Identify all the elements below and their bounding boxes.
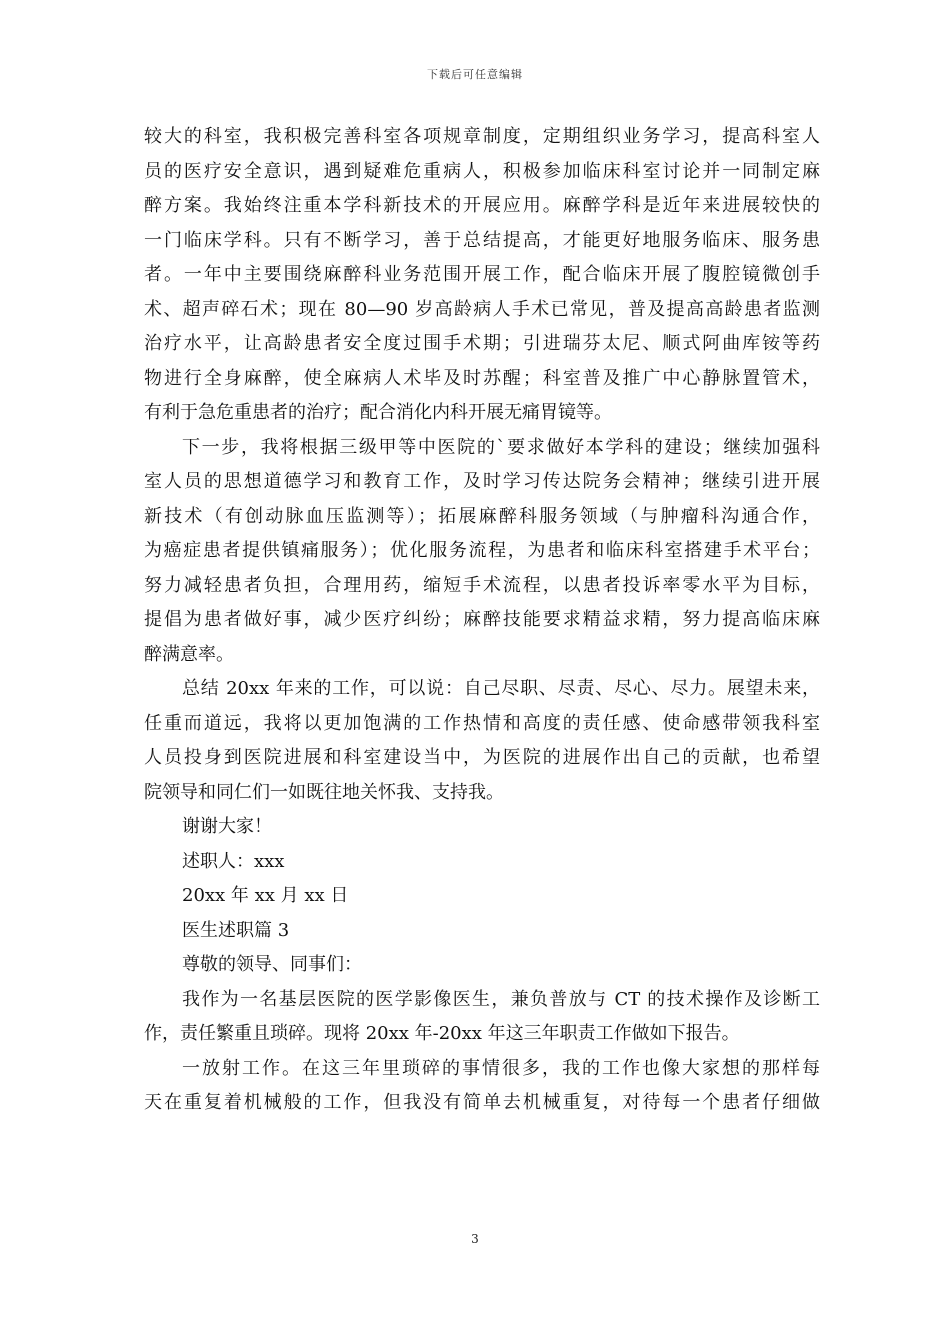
- text-line: 天在重复着机械般的工作，但我没有简单去机械重复，对待每一个患者仔细做: [144, 1092, 820, 1113]
- text-line: 者。一年中主要围绕麻醉科业务范围开展工作，配合临床开展了腹腔镜微创手: [144, 264, 820, 285]
- text-line: 提倡为患者做好事，减少医疗纠纷；麻醉技能要求精益求精，努力提高临床麻: [144, 609, 820, 630]
- text-line: 我作为一名基层医院的医学影像医生，兼负普放与 CT 的技术操作及诊断工: [182, 988, 820, 1010]
- text-line: 下一步，我将根据三级甲等中医院的`要求做好本学科的建设；继续加强科: [182, 436, 820, 458]
- text-line: 员的医疗安全意识，遇到疑难危重病人，积极参加临床科室讨论并一同制定麻: [144, 160, 820, 182]
- text-line: 治疗水平，让高龄患者安全度过围手术期；引进瑞芬太尼、顺式阿曲库铵等药: [144, 333, 820, 354]
- text-line: 新技术（有创动脉血压监测等）；拓展麻醉科服务领域（与肿瘤科沟通合作，: [144, 505, 820, 527]
- text-line: 任重而道远，我将以更加饱满的工作热情和高度的责任感、使命感带领我科室: [144, 712, 820, 734]
- text-line: 一门临床学科。只有不断学习，善于总结提高，才能更好地服务临床、服务患: [144, 229, 820, 251]
- section-title: 医生述职篇 3: [182, 919, 290, 941]
- document-body: [144, 120, 820, 1121]
- text-line: 醉方案。我始终注重本学科新技术的开展应用。麻醉学科是近年来进展较快的: [144, 195, 820, 216]
- text-line: 术、超声碎石术；现在 80—90 岁高龄病人手术已常见，普及提高高龄患者监测: [144, 298, 820, 320]
- text-line: 为癌症患者提供镇痛服务）；优化服务流程，为患者和临床科室搭建手术平台；: [144, 540, 820, 561]
- signatory: 述职人：xxx: [182, 850, 285, 872]
- text-line: 有利于急危重患者的治疗；配合消化内科开展无痛胃镜等。: [144, 402, 612, 423]
- text-line: 努力减轻患者负担，合理用药，缩短手术流程，以患者投诉率零水平为目标，: [144, 574, 820, 596]
- text-line: 室人员的思想道德学习和教育工作，及时学习传达院务会精神；继续引进开展: [144, 471, 820, 492]
- text-line: 一放射工作。在这三年里琐碎的事情很多，我的工作也像大家想的那样每: [182, 1057, 820, 1079]
- closing-thanks: 谢谢大家！: [182, 816, 272, 837]
- salutation: 尊敬的领导、同事们：: [182, 954, 362, 975]
- text-line: 较大的科室，我积极完善科室各项规章制度，定期组织业务学习，提高科室人: [144, 126, 820, 147]
- text-line: 总结 20xx 年来的工作，可以说：自己尽职、尽责、尽心、尽力。展望未来，: [182, 678, 820, 699]
- text-line: 人员投身到医院进展和科室建设当中，为医院的进展作出自己的贡献，也希望: [144, 747, 820, 768]
- page-header: 下载后可任意编辑: [427, 68, 523, 81]
- text-line: 作，责任繁重且琐碎。现将 20xx 年-20xx 年这三年职责工作做如下报告。: [144, 1023, 740, 1044]
- page-number: 3: [471, 1232, 479, 1246]
- text-line: 院领导和同仁们一如既往地关怀我、支持我。: [144, 781, 504, 803]
- date-line: 20xx 年 xx 月 xx 日: [182, 885, 349, 906]
- text-line: 物进行全身麻醉，使全麻病人术毕及时苏醒；科室普及推广中心静脉置管术，: [144, 367, 820, 389]
- text-line: 醉满意率。: [144, 643, 234, 665]
